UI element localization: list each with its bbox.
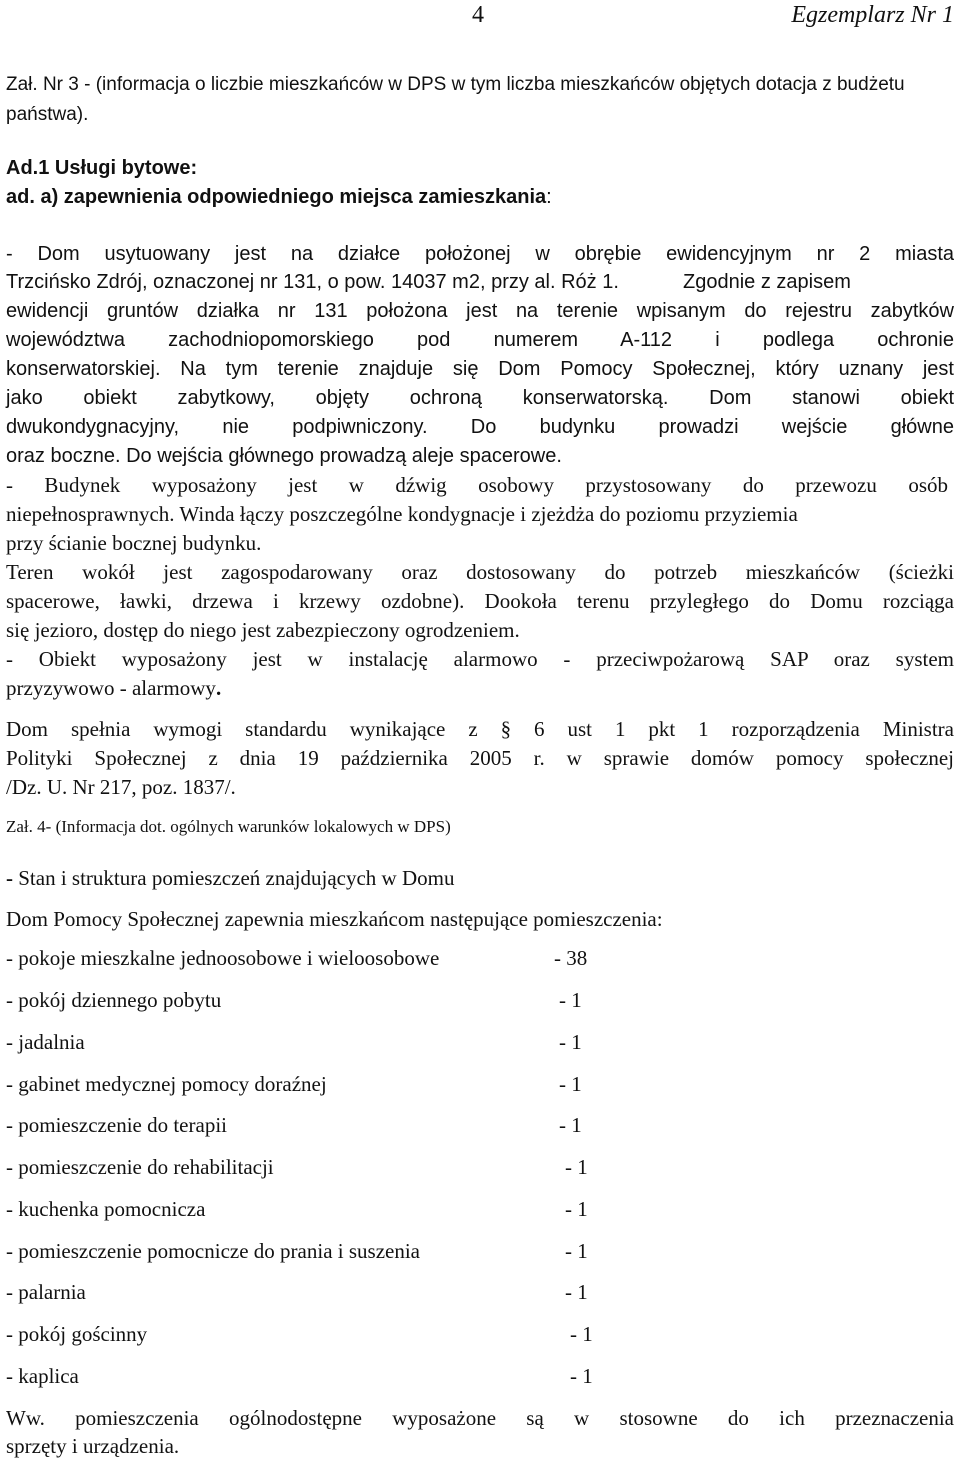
standard-line-1: Dom spełnia wymogi standardu wynikające z § 6 ust 1 pkt 1 rozporządzenia Ministra bbox=[6, 717, 954, 741]
paragraph-line-4: jako obiekt zabytkowy, objęty ochroną konserwatorską. Dom stanowi obiekt bbox=[6, 387, 954, 409]
sub-heading-colon: : bbox=[546, 186, 552, 208]
rooms-heading-text: Stan i struktura pomieszczeń znajdujących w Domu bbox=[13, 866, 455, 890]
room-count: - 1 bbox=[565, 1155, 588, 1179]
paragraph-line-2: województwa zachodniopomorskiego pod numerem A-112 i podlega ochronie bbox=[6, 329, 954, 351]
closing-line-2: sprzęty i urządzenia. bbox=[6, 1434, 180, 1458]
page-number: 4 bbox=[472, 2, 484, 28]
room-name: - kaplica bbox=[6, 1364, 79, 1388]
room-count: - 1 bbox=[565, 1197, 588, 1221]
standard-line-2: Polityki Społecznej z dnia 19 października 2005 r. w sprawie domów pomocy społecznej bbox=[6, 746, 954, 770]
rooms-intro: Dom Pomocy Społecznej zapewnia mieszkańcom następujące pomieszczenia: bbox=[6, 907, 663, 931]
room-count: - 1 bbox=[559, 1113, 582, 1137]
room-count: - 1 bbox=[570, 1322, 593, 1346]
room-count: - 1 bbox=[565, 1239, 588, 1263]
room-name: - jadalnia bbox=[6, 1030, 85, 1054]
room-name: - pomieszczenie pomocnicze do prania i suszenia bbox=[6, 1239, 420, 1263]
room-name: - pomieszczenie do terapii bbox=[6, 1113, 227, 1137]
closing-line-1: Ww. pomieszczenia ogólnodostępne wyposażone są w stosowne do ich przeznaczenia bbox=[6, 1406, 954, 1430]
paragraph-line-1: ewidencji gruntów działka nr 131 położona jest na terenie wpisanym do rejestru zabytków bbox=[6, 300, 954, 322]
sub-heading-text: ad. a) zapewnienia odpowiedniego miejsca zamieszkania bbox=[6, 186, 547, 208]
sub-heading bbox=[6, 183, 552, 212]
rooms-heading-dash: - bbox=[6, 866, 13, 890]
room-count: - 1 bbox=[570, 1364, 593, 1388]
standard-line-3: /Dz. U. Nr 217, poz. 1837/. bbox=[6, 775, 236, 799]
room-name: - gabinet medycznej pomocy doraźnej bbox=[6, 1072, 327, 1096]
copy-label: Egzemplarz Nr 1 bbox=[791, 2, 954, 28]
obiekt-line-2-dot: . bbox=[215, 676, 222, 700]
room-name: - pokój dziennego pobytu bbox=[6, 988, 222, 1012]
teren-line-2: spacerowe, ławki, drzewa i krzewy ozdobne). Dookoła terenu przyległego do Domu rozciąga bbox=[6, 589, 954, 613]
location-line-1: - Dom usytuowany jest na działce położonej w obrębie ewidencyjnym nr 2 miasta bbox=[6, 243, 954, 265]
room-name: - palarnia bbox=[6, 1280, 86, 1304]
paragraph-last-line: oraz boczne. Do wejścia głównego prowadzą aleje spacerowe. bbox=[6, 445, 562, 467]
room-count: - 1 bbox=[559, 1072, 582, 1096]
room-name: - pomieszczenie do rehabilitacji bbox=[6, 1155, 274, 1179]
attachment-3-note: Zał. Nr 3 - (informacja o liczbie mieszkańców w DPS w tym liczba mieszkańców objętych dotacja z budżetu państwa). bbox=[6, 74, 905, 125]
room-count: - 1 bbox=[559, 1030, 582, 1054]
obiekt-line-1: - Obiekt wyposażony jest w instalację alarmowo - przeciwpożarową SAP oraz system bbox=[6, 647, 954, 671]
teren-line-1: Teren wokół jest zagospodarowany oraz dostosowany do potrzeb mieszkańców (ścieżki bbox=[6, 560, 954, 584]
room-name: - pokoje mieszkalne jednoosobowe i wieloosobowe bbox=[6, 946, 440, 970]
room-name: - pokój gościnny bbox=[6, 1322, 148, 1346]
paragraph-line-5: dwukondygnacyjny, nie podpiwniczony. Do budynku prowadzi wejście główne bbox=[6, 416, 954, 438]
location-line-2-rest: Zgodnie z zapisem bbox=[683, 271, 851, 293]
paragraph-line-3: konserwatorskiej. Na tym terenie znajduje się Dom Pomocy Społecznej, który uznany jest bbox=[6, 358, 954, 380]
section-heading: Ad.1 Usługi bytowe: bbox=[6, 157, 198, 179]
budynek-line-3: przy ścianie bocznej budynku. bbox=[6, 531, 262, 555]
location-line-2: Trzcińsko Zdrój, oznaczonej nr 131, o pow. 14037 m2, przy al. Róż 1. bbox=[6, 271, 619, 293]
teren-line-3: się jezioro, dostęp do niego jest zabezpieczony ogrodzeniem. bbox=[6, 618, 520, 642]
budynek-line-1: - Budynek wyposażony jest w dźwig osobowy przystosowany do przewozu osób bbox=[6, 473, 948, 497]
room-count: - 1 bbox=[559, 988, 582, 1012]
budynek-line-2: niepełnosprawnych. Winda łączy poszczególne kondygnacje i zjeżdża do poziomu przyziemia bbox=[6, 502, 798, 526]
room-count: - 1 bbox=[565, 1280, 588, 1304]
attachment-4-note: Zał. 4- (Informacja dot. ogólnych warunków lokalowych w DPS) bbox=[6, 817, 451, 836]
room-count: - 38 bbox=[554, 946, 588, 970]
rooms-heading bbox=[6, 864, 454, 893]
room-name: - kuchenka pomocnicza bbox=[6, 1197, 206, 1221]
obiekt-line-2 bbox=[6, 674, 221, 703]
obiekt-line-2-text: przyzywowo - alarmowy bbox=[6, 676, 216, 700]
